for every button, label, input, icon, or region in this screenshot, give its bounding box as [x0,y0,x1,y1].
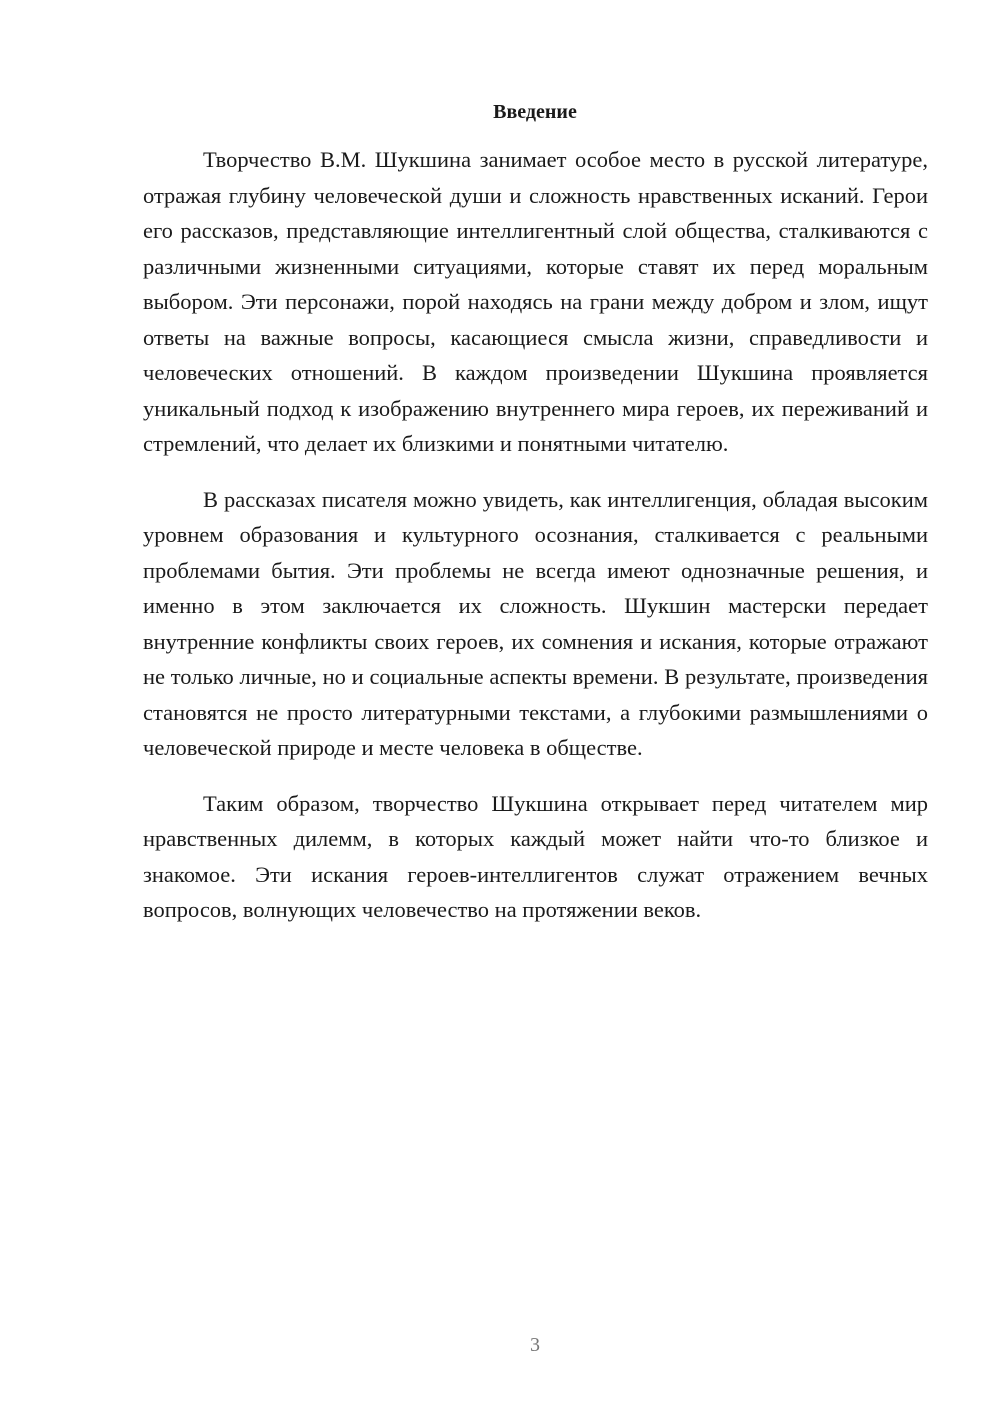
paragraph-3: Таким образом, творчество Шукшина открывает перед читателем мир нравственных дилемм, в которых каждый может найти что-то близкое и знакомое. Эти искания героев-интеллигентов служат отражением вечных вопросов, волнующих человечество на протяжении веков. [143,790,928,922]
page-title: Введение [493,101,577,123]
paragraph-1: Творчество В.М. Шукшина занимает особое место в русской литературе, отражая глубину человеческой души и сложность нравственных исканий. Герои его рассказов, представляющие интеллигентный слой общества, сталкиваются с различными жизненными ситуациями, которые ставят их перед моральным выбором. Эти персонажи, порой находясь на грани между добром и злом, ищут ответы на важные вопросы, касающиеся смысла жизни, справедливости и человеческих отношений. В каждом произведении Шукшина проявляется уникальный подход к изображению внутреннего мира героев, их переживаний и стремлений, что делает их близкими и понятными читателю. [143,147,928,456]
page-number: 3 [530,1334,540,1356]
paragraph-2: В рассказах писателя можно увидеть, как интеллигенция, обладая высоким уровнем образования и культурного осознания, сталкивается с реальными проблемами бытия. Эти проблемы не всегда имеют однозначные решения, и именно в этом заключается их сложность. Шукшин мастерски передает внутренние конфликты своих героев, их сомнения и искания, которые отражают не только личные, но и социальные аспекты времени. В результате, произведения становятся не просто литературными текстами, а глубокими размышлениями о человеческой природе и месте человека в обществе. [143,486,928,760]
body-text [143,142,928,948]
